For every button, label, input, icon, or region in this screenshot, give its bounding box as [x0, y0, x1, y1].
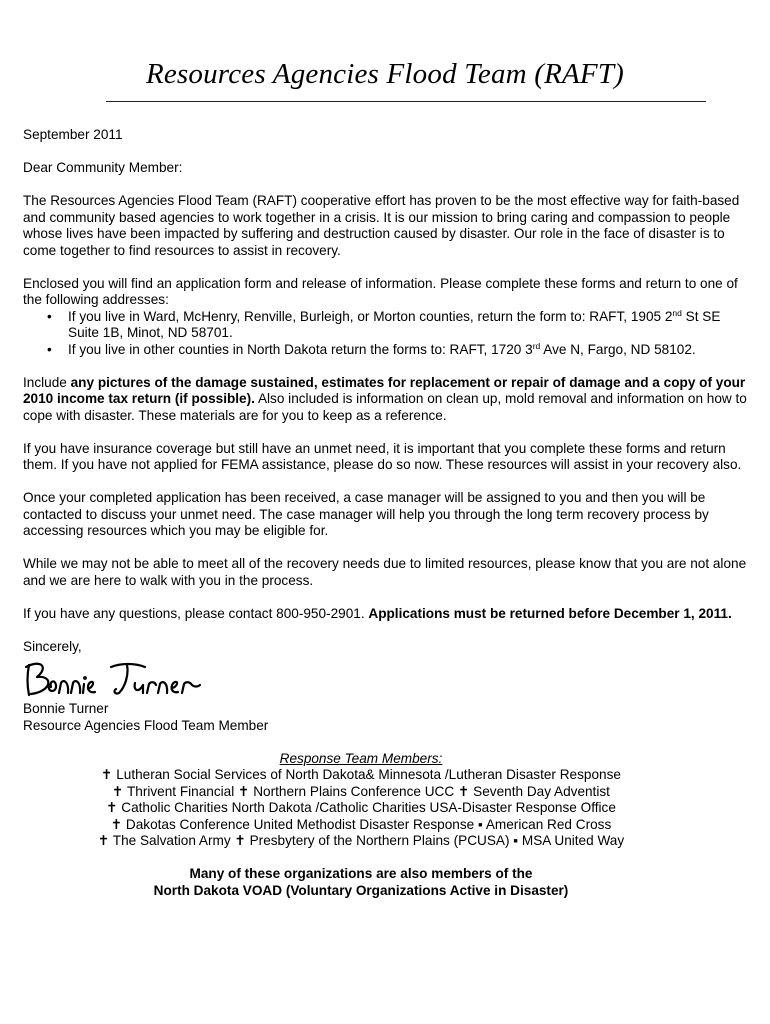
- title-underline: [106, 101, 706, 102]
- letter-date: September 2011: [23, 127, 123, 142]
- signer-name: Bonnie Turner: [23, 701, 109, 716]
- voad-line-2: North Dakota VOAD (Voluntary Organizations Active in Disaster): [153, 882, 569, 898]
- letter-body: [23, 127, 751, 899]
- members-line: ✝ Thrivent Financial ✝ Northern Plains Conference UCC ✝ Seventh Day Adventist: [112, 783, 610, 799]
- address-item-fargo: • If you live in other counties in North Dakota return the forms to: RAFT, 1720 3rd Ave N, Fargo, ND 58102.: [47, 340, 696, 357]
- page-title: Resources Agencies Flood Team (RAFT): [145, 58, 625, 90]
- cross-icon: ✝: [110, 816, 123, 832]
- bullet-icon: •: [47, 308, 52, 324]
- square-bullet-icon: ▪: [478, 816, 483, 832]
- response-team-members: [23, 751, 699, 850]
- paragraph-mission: The Resources Agencies Flood Team (RAFT) cooperative effort has proven to be the most effective way for faith-based and community based agencies to work together in a crisis. It is our mission to bring caring and compassion to people whose lives have been impacted by suffering and destruction caused by disaster. Our role in the face of disaster is to come together to find resources to assist in recovery.: [23, 193, 740, 258]
- paragraph-contact: If you have any questions, please contact 800-950-2901. Applications must be returned before December 1, 2011.: [23, 605, 732, 621]
- members-heading: Response Team Members:: [279, 750, 443, 766]
- paragraph-enclosed: Enclosed you will find an application form and release of information. Please complete these forms and return to one of the following addresses:: [23, 275, 738, 307]
- address-item-minot: • If you live in Ward, McHenry, Renville, Burleigh, or Morton counties, return the form to: RAFT, 1905 2nd St SE Suite 1B, Minot, ND 58701.: [47, 307, 721, 340]
- paragraph-include: Include any pictures of the damage sustained, estimates for replacement or repair of damage and a copy of your 2010 income tax return (if possible). Also included is information on clean up, mold removal and information on how to cope with disaster. These materials are for you to keep as a reference.: [23, 374, 747, 423]
- signer-title: Resource Agencies Flood Team Member: [23, 717, 269, 733]
- cross-icon: ✝: [457, 783, 470, 799]
- salutation: Dear Community Member:: [23, 160, 183, 175]
- cross-icon: ✝: [97, 833, 110, 848]
- sign-off: Sincerely,: [23, 638, 82, 654]
- paragraph-case-manager: Once your completed application has been received, a case manager will be assigned to you and then you will be contacted to discuss your unmet need. The case manager will help you through the long term recovery process by accessing resources which you may be eligible for.: [23, 490, 709, 538]
- cross-icon: ✝: [238, 783, 250, 799]
- square-bullet-icon: ▪: [513, 833, 519, 848]
- signature: [23, 657, 203, 701]
- bullet-icon: •: [47, 341, 52, 357]
- cross-icon: ✝: [234, 833, 246, 848]
- members-line: ✝ Dakotas Conference United Methodist Disaster Response ▪ American Red Cross: [110, 816, 612, 832]
- members-line: ✝ The Salvation Army ✝ Presbytery of the Northern Plains (PCUSA) ▪ MSA United Way: [97, 833, 625, 848]
- address-list: [23, 309, 751, 359]
- members-line: ✝ Lutheran Social Services of North Dakota& Minnesota /Lutheran Disaster Response: [101, 767, 621, 782]
- cross-icon: ✝: [106, 800, 118, 815]
- voad-line-1: Many of these organizations are also members of the: [189, 866, 533, 881]
- cross-icon: ✝: [112, 783, 124, 799]
- members-line: ✝ Catholic Charities North Dakota /Catholic Charities USA-Disaster Response Office: [106, 800, 616, 815]
- cross-icon: ✝: [101, 767, 113, 782]
- paragraph-insurance: If you have insurance coverage but still have an unmet need, it is important that you complete these forms and return them. If you have not applied for FEMA assistance, please do so now. These resources will assist in your recovery also.: [23, 440, 742, 472]
- voad-note: [23, 866, 699, 899]
- paragraph-resources: While we may not be able to meet all of the recovery needs due to limited resources, please know that you are not alone and we are here to walk with you in the process.: [23, 556, 747, 588]
